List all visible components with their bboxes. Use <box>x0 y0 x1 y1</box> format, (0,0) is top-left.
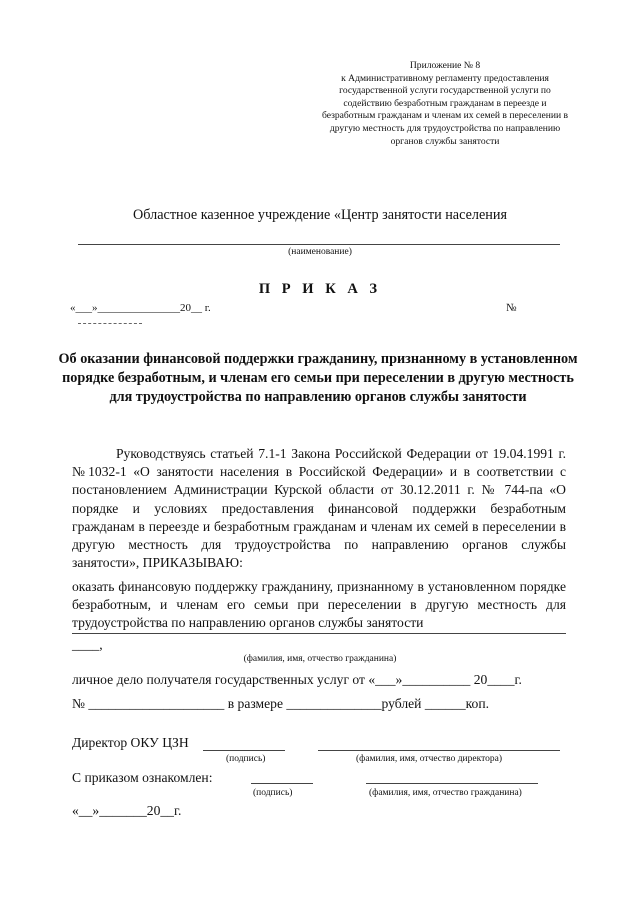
document-title: Об оказании финансовой поддержки гражданину, признанному в установленном порядке безработным, и членам его семьи при переселении в другую местность для трудоустройства по направлению органов службы занятости <box>58 351 578 405</box>
order-title: П Р И К А З <box>258 281 382 297</box>
director-label: Директор ОКУ ЦЗН <box>72 735 189 750</box>
decision-paragraph <box>72 578 566 633</box>
personal-file-line: личное дело получателя государственных услуг от «___»__________ 20____г. <box>72 672 522 687</box>
appendix-number: Приложение № 8 <box>409 60 481 71</box>
number-amount-line: № ____________________ в размере ______________рублей ______коп. <box>72 696 490 711</box>
appendix-block <box>320 60 570 148</box>
decision-text: оказать финансовую поддержку гражданину, признанному в установленном порядке безработным, и членам его семьи при переселении в другую местность для трудоустройства по направлению органов службы занятости <box>72 579 566 631</box>
preamble-paragraph: Руководствуясь статьей 7.1-1 Закона Российской Федерации от 19.04.1991 г. №1032-1 «О занятости населения в Российской Федерации» и в соответствии с постановлением Администрации Курской области от 30.12.2011 г. № 744-па «О порядке и условиях предоставления финансовой поддержки безработным гражданам в переезде и безработным гражданам и членам их семей в переселении в другую местность для трудоустройства по направлению органов службы занятости», ПРИКАЗЫВАЮ: <box>72 446 566 571</box>
decision-tail: ____, <box>72 637 103 652</box>
citizen-signature-caption: (подпись) <box>253 788 293 798</box>
appendix-text: к Административному регламенту предоставления государственной услуги государственной услуги по содействию безработным гражданам в переезде и безработным гражданам и членам их семей в переселении в другую местность для трудоустройства по направлению органов службы занятости <box>321 72 569 147</box>
organization-underline <box>78 244 560 245</box>
citizen-fio-caption: (фамилия, имя, отчество гражданина) <box>243 654 397 664</box>
director-fio-line <box>318 750 560 751</box>
director-fio-caption: (фамилия, имя, отчество директора) <box>356 754 502 764</box>
citizen-fio-line <box>72 633 566 634</box>
order-number-mark: № <box>506 302 517 314</box>
organization-name: Областное казенное учреждение «Центр занятости населения <box>133 207 507 223</box>
acquainted-label: С приказом ознакомлен: <box>72 770 213 785</box>
citizen-signature-line <box>251 783 313 784</box>
order-date: «___»_______________20__ г. <box>70 302 211 314</box>
date-underline <box>78 323 142 324</box>
name-caption: (наименование) <box>288 247 352 257</box>
citizen-fio-sign-caption: (фамилия, имя, отчество гражданина) <box>369 788 522 798</box>
director-signature-caption: (подпись) <box>226 754 266 764</box>
director-signature-line <box>203 750 285 751</box>
citizen-fio-sign-line <box>366 783 538 784</box>
acquainted-date: «__»_______20__г. <box>72 803 182 818</box>
